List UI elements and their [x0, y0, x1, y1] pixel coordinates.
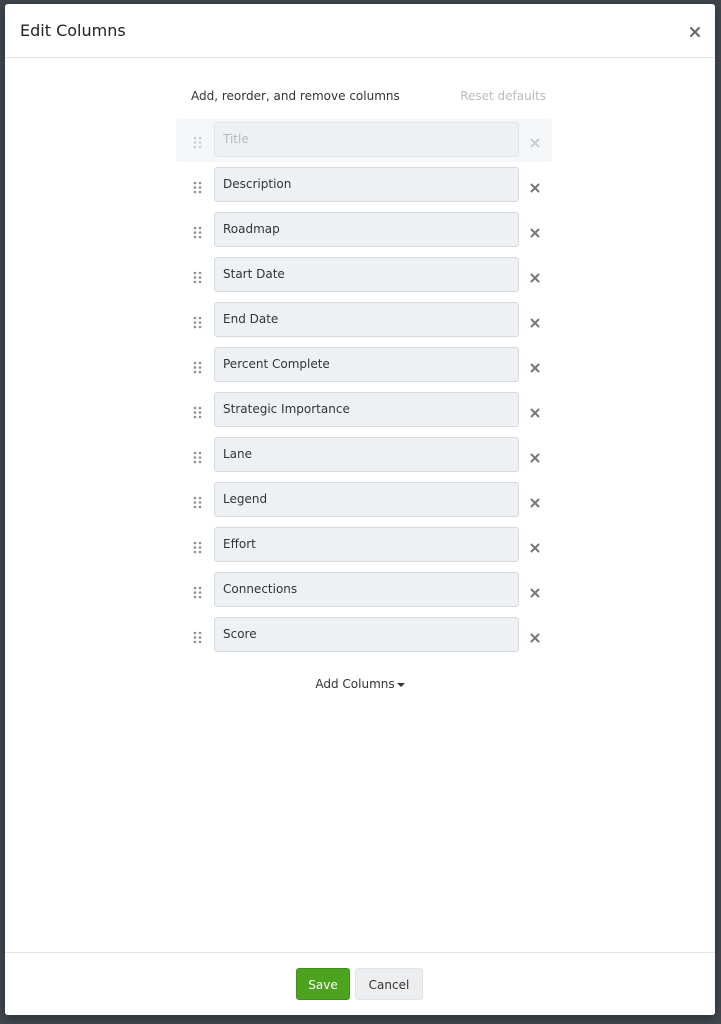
remove-icon[interactable] [529, 314, 541, 326]
instructions-text: Add, reorder, and remove columns [191, 89, 400, 103]
column-list [176, 118, 552, 658]
modal-footer [5, 952, 715, 1015]
column-field[interactable]: Score [214, 617, 519, 652]
column-field[interactable]: Connections [214, 572, 519, 607]
add-columns-button[interactable] [5, 674, 715, 694]
modal-title: Edit Columns [20, 21, 126, 40]
column-row [176, 163, 552, 208]
drag-handle-icon[interactable] [193, 404, 202, 417]
remove-icon[interactable] [529, 269, 541, 281]
remove-icon[interactable] [529, 404, 541, 416]
drag-handle-icon[interactable] [193, 359, 202, 372]
remove-icon[interactable] [529, 539, 541, 551]
remove-icon[interactable] [529, 224, 541, 236]
drag-handle-icon[interactable] [193, 449, 202, 462]
column-row [176, 388, 552, 433]
column-row [176, 208, 552, 253]
drag-handle-icon[interactable] [193, 269, 202, 282]
column-field[interactable]: Lane [214, 437, 519, 472]
caret-down-icon [397, 683, 405, 687]
column-field: Title [214, 122, 519, 157]
remove-icon[interactable] [529, 584, 541, 596]
columns-toolbar [191, 86, 546, 106]
column-row [176, 118, 552, 163]
drag-handle-icon [193, 134, 202, 147]
drag-handle-icon[interactable] [193, 629, 202, 642]
save-button[interactable]: Save [296, 968, 350, 1000]
column-field[interactable]: Description [214, 167, 519, 202]
drag-handle-icon[interactable] [193, 494, 202, 507]
column-field[interactable]: Strategic Importance [214, 392, 519, 427]
drag-handle-icon[interactable] [193, 224, 202, 237]
modal-header [5, 4, 715, 58]
add-columns-label: Add Columns [315, 677, 395, 691]
column-row [176, 568, 552, 613]
column-row [176, 253, 552, 298]
edit-columns-modal [5, 4, 715, 1015]
remove-icon[interactable] [529, 494, 541, 506]
column-row [176, 343, 552, 388]
column-row [176, 433, 552, 478]
drag-handle-icon[interactable] [193, 314, 202, 327]
column-row [176, 478, 552, 523]
remove-icon[interactable] [529, 449, 541, 461]
column-field[interactable]: Percent Complete [214, 347, 519, 382]
reset-defaults-link[interactable]: Reset defaults [460, 89, 546, 103]
column-field[interactable]: Roadmap [214, 212, 519, 247]
column-field[interactable]: Start Date [214, 257, 519, 292]
remove-icon[interactable] [529, 359, 541, 371]
column-row [176, 613, 552, 658]
column-row [176, 298, 552, 343]
column-field[interactable]: Effort [214, 527, 519, 562]
column-field[interactable]: End Date [214, 302, 519, 337]
remove-icon [529, 134, 541, 146]
column-row [176, 523, 552, 568]
remove-icon[interactable] [529, 629, 541, 641]
drag-handle-icon[interactable] [193, 179, 202, 192]
drag-handle-icon[interactable] [193, 584, 202, 597]
remove-icon[interactable] [529, 179, 541, 191]
drag-handle-icon[interactable] [193, 539, 202, 552]
close-icon[interactable] [687, 24, 703, 40]
cancel-button[interactable]: Cancel [355, 968, 423, 1000]
column-field[interactable]: Legend [214, 482, 519, 517]
modal-body [5, 58, 715, 952]
